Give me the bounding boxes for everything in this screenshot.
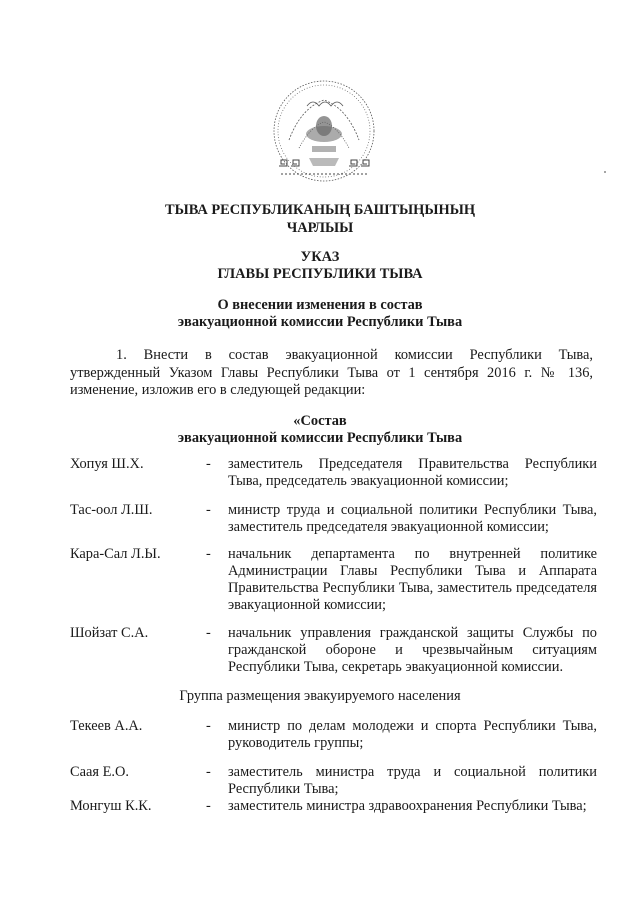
member-dash: - [206,456,211,472]
member-description: министр труда и социальной политики Республики Тыва, заместитель председателя эвакуационной комиссии; [228,502,597,535]
republic-title-line2: ЧАРЛЫЫ [286,220,354,236]
member-name: Кара-Сал Л.Ы. [70,546,161,562]
member-dash: - [206,502,211,518]
republic-title-line1: ТЫВА РЕСПУБЛИКАНЫҢ БАШТЫҢЫНЫҢ [164,202,476,218]
member-dash: - [206,798,211,814]
member-name: Саая Е.О. [70,764,129,780]
composition-title-line1: «Состав [293,413,347,429]
paragraph-line1: 1. Внести в состав эвакуационной комиссии Республики Тыва, [116,347,593,363]
scan-speck [604,171,606,173]
member-description: начальник управления гражданской защиты Службы по гражданской обороне и чрезвычайным ситуациям Республики Тыва, секретарь эвакуационной комиссии. [228,625,597,675]
document-title-line2: эвакуационной комиссии Республики Тыва [177,314,463,330]
member-dash: - [206,764,211,780]
republic-emblem-icon [271,78,377,184]
member-name: Хопуя Ш.Х. [70,456,144,472]
paragraph-line3: изменение, изложив его в следующей редакции: [70,382,366,398]
member-name: Текеев А.А. [70,718,143,734]
decree-title-line1: УКАЗ [300,249,340,265]
member-name: Шойзат С.А. [70,625,149,641]
decree-title-line2: ГЛАВЫ РЕСПУБЛИКИ ТЫВА [217,266,423,282]
member-description: заместитель министра труда и социальной политики Республики Тыва; [228,764,597,797]
composition-title-line2: эвакуационной комиссии Республики Тыва [177,430,463,446]
paragraph-line2: утвержденный Указом Главы Республики Тыва от 1 сентября 2016 г. № 136, [70,364,593,381]
member-dash: - [206,546,211,562]
document-title-line1: О внесении изменения в состав [217,297,423,313]
group-title: Группа размещения эвакуируемого населения [179,688,461,704]
member-description: министр по делам молодежи и спорта Республики Тыва, руководитель группы; [228,718,597,751]
member-description: начальник департамента по внутренней политике Администрации Главы Республики Тыва и Аппарата Правительства Республики Тыва, заместитель председателя эвакуационной комиссии; [228,546,597,613]
member-dash: - [206,625,211,641]
member-description: заместитель министра здравоохранения Республики Тыва; [228,798,587,814]
member-dash: - [206,718,211,734]
member-name: Монгуш К.К. [70,798,152,814]
member-name: Тас-оол Л.Ш. [70,502,153,518]
decree-paragraph [70,347,593,400]
member-description: заместитель Председателя Правительства Республики Тыва, председатель эвакуационной комиссии; [228,456,597,489]
